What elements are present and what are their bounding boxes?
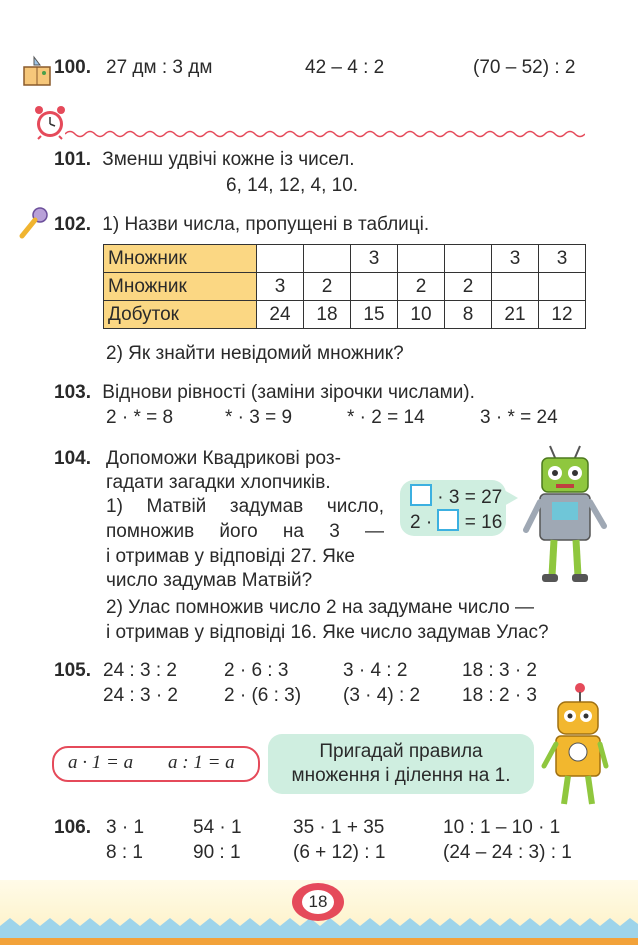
expression: (3 · 4) : 2: [343, 685, 421, 706]
exercise-number: 104.: [54, 448, 91, 469]
exercise-text: 1) Назви числа, пропущені в таблиці.: [102, 214, 430, 235]
table-cell: [539, 273, 586, 301]
rule-formula: a : 1 = a: [168, 752, 235, 773]
blank-square: [437, 509, 459, 531]
robot-illustration: [520, 440, 610, 590]
robot-illustration: [540, 682, 610, 817]
exercise-number: 102.: [54, 214, 91, 235]
puzzle-bubble: [400, 480, 506, 536]
expression: 8 : 1: [106, 842, 143, 863]
table-cell: [351, 273, 398, 301]
exercise-number: 103.: [54, 382, 91, 403]
blank-square: [410, 484, 432, 506]
row-label: Множник: [104, 273, 257, 301]
expression: 24 : 3 : 2: [103, 660, 177, 681]
row-label: Добуток: [104, 301, 257, 329]
exercise-text: Зменш удвічі кожне із чисел.: [102, 149, 355, 170]
expression: 3 · 1: [106, 817, 145, 838]
table-row: [104, 245, 586, 273]
table-cell: 2: [445, 273, 492, 301]
table-row: [104, 301, 586, 329]
table-row: [104, 273, 586, 301]
table-cell: 10: [398, 301, 445, 329]
table-cell: 3: [539, 245, 586, 273]
expression: 10 : 1 – 10 · 1: [443, 817, 561, 838]
expression: 54 · 1: [193, 817, 242, 838]
exercise-text-line: 2) Улас помножив число 2 на задумане число —: [106, 597, 534, 618]
table-cell: [445, 245, 492, 273]
table-cell: 2: [398, 273, 445, 301]
expression: (24 – 24 : 3) : 1: [443, 842, 572, 863]
exercise-text-line: 1) Матвій задумав число,: [106, 496, 384, 517]
table-cell: 3: [492, 245, 539, 273]
footer-zigzag: [0, 918, 638, 945]
exercise-number: 101.: [54, 149, 91, 170]
exercise-text-line: Допоможи Квадрикові роз-: [106, 448, 341, 469]
page-number-badge: [292, 883, 344, 921]
table-cell: 3: [351, 245, 398, 273]
expression: 2 · (6 : 3): [224, 685, 302, 706]
table-cell: 3: [257, 273, 304, 301]
expression: (6 + 12) : 1: [293, 842, 386, 863]
exercise-number: 100.: [54, 57, 91, 78]
puzzle-equation: = 16: [464, 512, 503, 533]
puzzle-equation: 2 ·: [410, 512, 433, 533]
expression: 35 · 1 + 35: [293, 817, 385, 838]
expression: 90 : 1: [193, 842, 241, 863]
table-cell: 18: [304, 301, 351, 329]
expression: 18 : 3 · 2: [462, 660, 537, 681]
rule-formula: a · 1 = a: [68, 752, 134, 773]
multiplication-table: [103, 244, 586, 329]
table-cell: [257, 245, 304, 273]
equation: * · 2 = 14: [347, 407, 425, 428]
exercise-question: 2) Як знайти невідомий множник?: [106, 343, 404, 364]
wavy-divider: [65, 129, 585, 139]
hint-text: множення і ділення на 1.: [291, 765, 511, 786]
table-cell: [492, 273, 539, 301]
expression: (70 – 52) : 2: [473, 57, 576, 78]
table-cell: 8: [445, 301, 492, 329]
table-cell: 2: [304, 273, 351, 301]
table-cell: [398, 245, 445, 273]
table-cell: 24: [257, 301, 304, 329]
exercise-text-line: помножив його на 3 —: [106, 521, 384, 542]
expression: 24 : 3 · 2: [103, 685, 178, 706]
exercise-text-line: гадати загадки хлопчиків.: [106, 472, 331, 493]
exercise-number: 106.: [54, 817, 91, 838]
table-cell: 15: [351, 301, 398, 329]
exercise-text-line: число задумав Матвій?: [106, 570, 313, 591]
expression: 27 дм : 3 дм: [106, 57, 213, 78]
equation: * · 3 = 9: [225, 407, 293, 428]
exercise-text: Віднови рівності (заміни зірочки числами).: [102, 382, 475, 403]
puzzle-equation: · 3 = 27: [437, 487, 503, 508]
expression: 2 · 6 : 3: [224, 660, 289, 681]
bubble-tail: [504, 490, 518, 506]
equation: 2 · * = 8: [106, 407, 174, 428]
table-cell: 21: [492, 301, 539, 329]
expression: 18 : 2 · 3: [462, 685, 537, 706]
exercise-text-line: і отримав у відповіді 27. Яке: [106, 546, 355, 567]
microphone-icon: [18, 206, 50, 245]
expression: 42 – 4 : 2: [305, 57, 385, 78]
row-label: Множник: [104, 245, 257, 273]
exercise-text-line: і отримав у відповіді 16. Яке число задумав Улас?: [106, 622, 549, 643]
expression: 3 · 4 : 2: [343, 660, 408, 681]
table-cell: 12: [539, 301, 586, 329]
number-list: 6, 14, 12, 4, 10.: [226, 175, 359, 196]
equation: 3 · * = 24: [480, 407, 558, 428]
table-cell: [304, 245, 351, 273]
exercise-number: 105.: [54, 660, 91, 681]
book-icon: [20, 55, 54, 94]
page-number: 18: [308, 892, 328, 911]
rule-box: [52, 746, 260, 782]
alarm-clock-icon: [32, 104, 68, 145]
hint-text: Пригадай правила: [319, 741, 483, 762]
hint-bubble: [268, 734, 534, 794]
